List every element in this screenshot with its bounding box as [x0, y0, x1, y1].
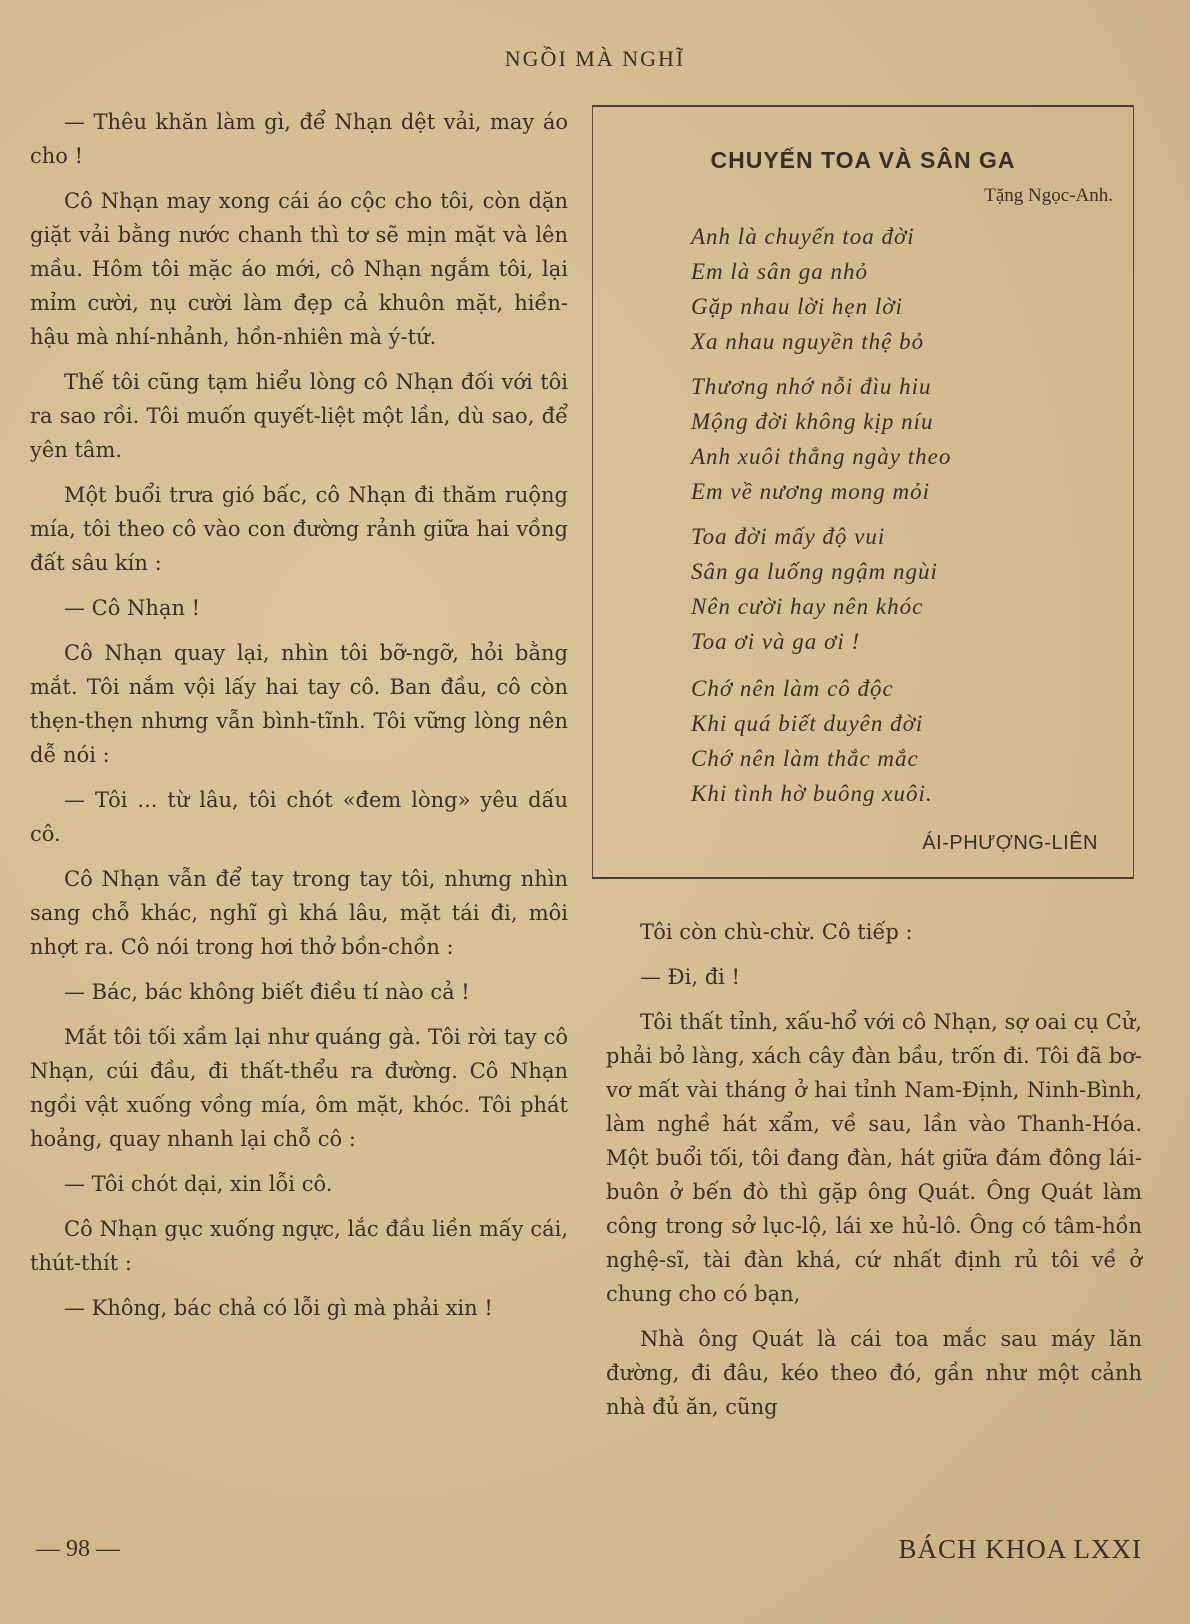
poem-title: CHUYẾN TOA VÀ SÂN GA — [710, 147, 1016, 173]
running-head: NGỒI MÀ NGHĨ — [504, 46, 686, 71]
paragraph: Thế tôi cũng tạm hiểu lòng cô Nhạn đối với tôi ra sao rồi. Tôi muốn quyết-liệt một lần, dù sao, để yên tâm. — [30, 370, 568, 462]
page-number: — 98 — — [36, 1536, 120, 1562]
poem-line: Gặp nhau lời hẹn lời — [691, 294, 903, 319]
poem-line: Anh là chuyến toa đời — [691, 224, 915, 249]
poem-line: Toa đời mấy độ vui — [691, 524, 886, 549]
paragraph: Nhà ông Quát là cái toa mắc sau máy lăn đường, đi đâu, kéo theo đó, gần như một cảnh nhà đủ ăn, cũng — [606, 1327, 1142, 1419]
publication-name: BÁCH KHOA LXXI — [898, 1534, 1142, 1564]
poem-line: Xa nhau nguyền thệ bỏ — [691, 329, 925, 354]
paragraph: Cô Nhạn may xong cái áo cộc cho tôi, còn dặn giặt vải bằng nước chanh thì tơ sẽ mịn mặt và lên mầu. Hôm tôi mặc áo mới, cô Nhạn ngắm tôi, lại mỉm cười, nụ cười làm đẹp cả khuôn mặt, hiền-hậu mà nhí-nhảnh, hồn-nhiên mà ý-tứ. — [30, 189, 568, 349]
paragraph: Mắt tôi tối xầm lại như quáng gà. Tôi rời tay cô Nhạn, cúi đầu, đi thất-thểu ra đường. Cô Nhạn ngồi vật xuống vồng mía, ôm mặt, khóc. Tôi phát hoảng, quay nhanh lại chỗ cô : — [30, 1025, 568, 1151]
paragraph: — Thêu khăn làm gì, để Nhạn dệt vải, may áo cho ! — [30, 110, 568, 168]
right-column — [606, 915, 1142, 1435]
paragraph: Cô Nhạn vẫn để tay trong tay tôi, nhưng nhìn sang chỗ khác, nghĩ gì khá lâu, mặt tái đi, môi nhợt ra. Cô nói trong hơi thở bồn-chồn : — [30, 867, 568, 959]
poem-line: Em về nương mong mỏi — [691, 479, 931, 504]
poem-stanza — [691, 369, 1111, 509]
poem-line: Mộng đời không kịp níu — [691, 409, 934, 434]
poem-box — [592, 105, 1134, 879]
paragraph: — Không, bác chả có lỗi gì mà phải xin ! — [64, 1296, 493, 1320]
paragraph: — Đi, đi ! — [640, 965, 740, 989]
paragraph: Cô Nhạn quay lại, nhìn tôi bỡ-ngỡ, hỏi bằng mắt. Tôi nắm vội lấy hai tay cô. Ban đầu, cô còn thẹn-thẹn nhưng vẫn bình-tĩnh. Tôi vững lòng nên dễ nói : — [30, 641, 568, 767]
paragraph: Tôi còn chù-chừ. Cô tiếp : — [640, 920, 913, 944]
poem-dedication: Tặng Ngọc-Anh. — [984, 185, 1113, 206]
poem-stanza — [691, 671, 1111, 811]
poem-line: Khi tình hờ buông xuôi. — [691, 781, 933, 806]
poem-line: Em là sân ga nhỏ — [691, 259, 868, 284]
poem-stanza — [691, 219, 1111, 359]
paragraph: Tôi thất tỉnh, xấu-hổ với cô Nhạn, sợ oai cụ Cử, phải bỏ làng, xách cây đàn bầu, trốn đi. Tôi đã bơ-vơ mất vài tháng ở hai tỉnh Nam-Định, Ninh-Bình, làm nghề hát xẩm, về sau, lần vào Thanh-Hóa. Một buổi tối, tôi đang đàn, hát giữa đám đông lái-buôn ở bến đò thì gặp ông Quát. Ông Quát làm công trong sở lục-lộ, lái xe hủ-lô. Ông có tâm-hồn nghệ-sĩ, tài đàn khá, cứ nhất định rủ tôi về ở chung cho có bạn, — [606, 1010, 1142, 1306]
paragraph: — Cô Nhạn ! — [64, 596, 201, 620]
poem-line: Toa ơi và ga ơi ! — [691, 629, 861, 654]
poem-line: Nên cười hay nên khóc — [691, 594, 924, 619]
poem-line: Anh xuôi thẳng ngày theo — [691, 444, 952, 469]
paragraph: — Tôi chót dại, xin lỗi cô. — [64, 1172, 333, 1196]
paragraph: — Tôi ... từ lâu, tôi chót «đem lòng» yêu dấu cô. — [30, 788, 568, 846]
paragraph: Một buổi trưa gió bấc, cô Nhạn đi thăm ruộng mía, tôi theo cô vào con đường rảnh giữa hai vồng đất sâu kín : — [30, 483, 568, 575]
poem-line: Khi quá biết duyên đời — [691, 711, 924, 736]
poem-line: Chớ nên làm thắc mắc — [691, 746, 919, 771]
poem-line: Sân ga luống ngậm ngùi — [691, 559, 938, 584]
poem-line: Thương nhớ nỗi đìu hiu — [691, 374, 932, 399]
poem-line: Chớ nên làm cô độc — [691, 676, 894, 701]
poem-stanza — [691, 519, 1111, 659]
poem-author: ÁI-PHƯỢNG-LIÊN — [922, 832, 1098, 854]
paragraph: — Bác, bác không biết điều tí nào cả ! — [64, 980, 470, 1004]
paragraph: Cô Nhạn gục xuống ngực, lắc đầu liền mấy cái, thút-thít : — [30, 1217, 568, 1275]
left-column — [30, 105, 568, 1336]
